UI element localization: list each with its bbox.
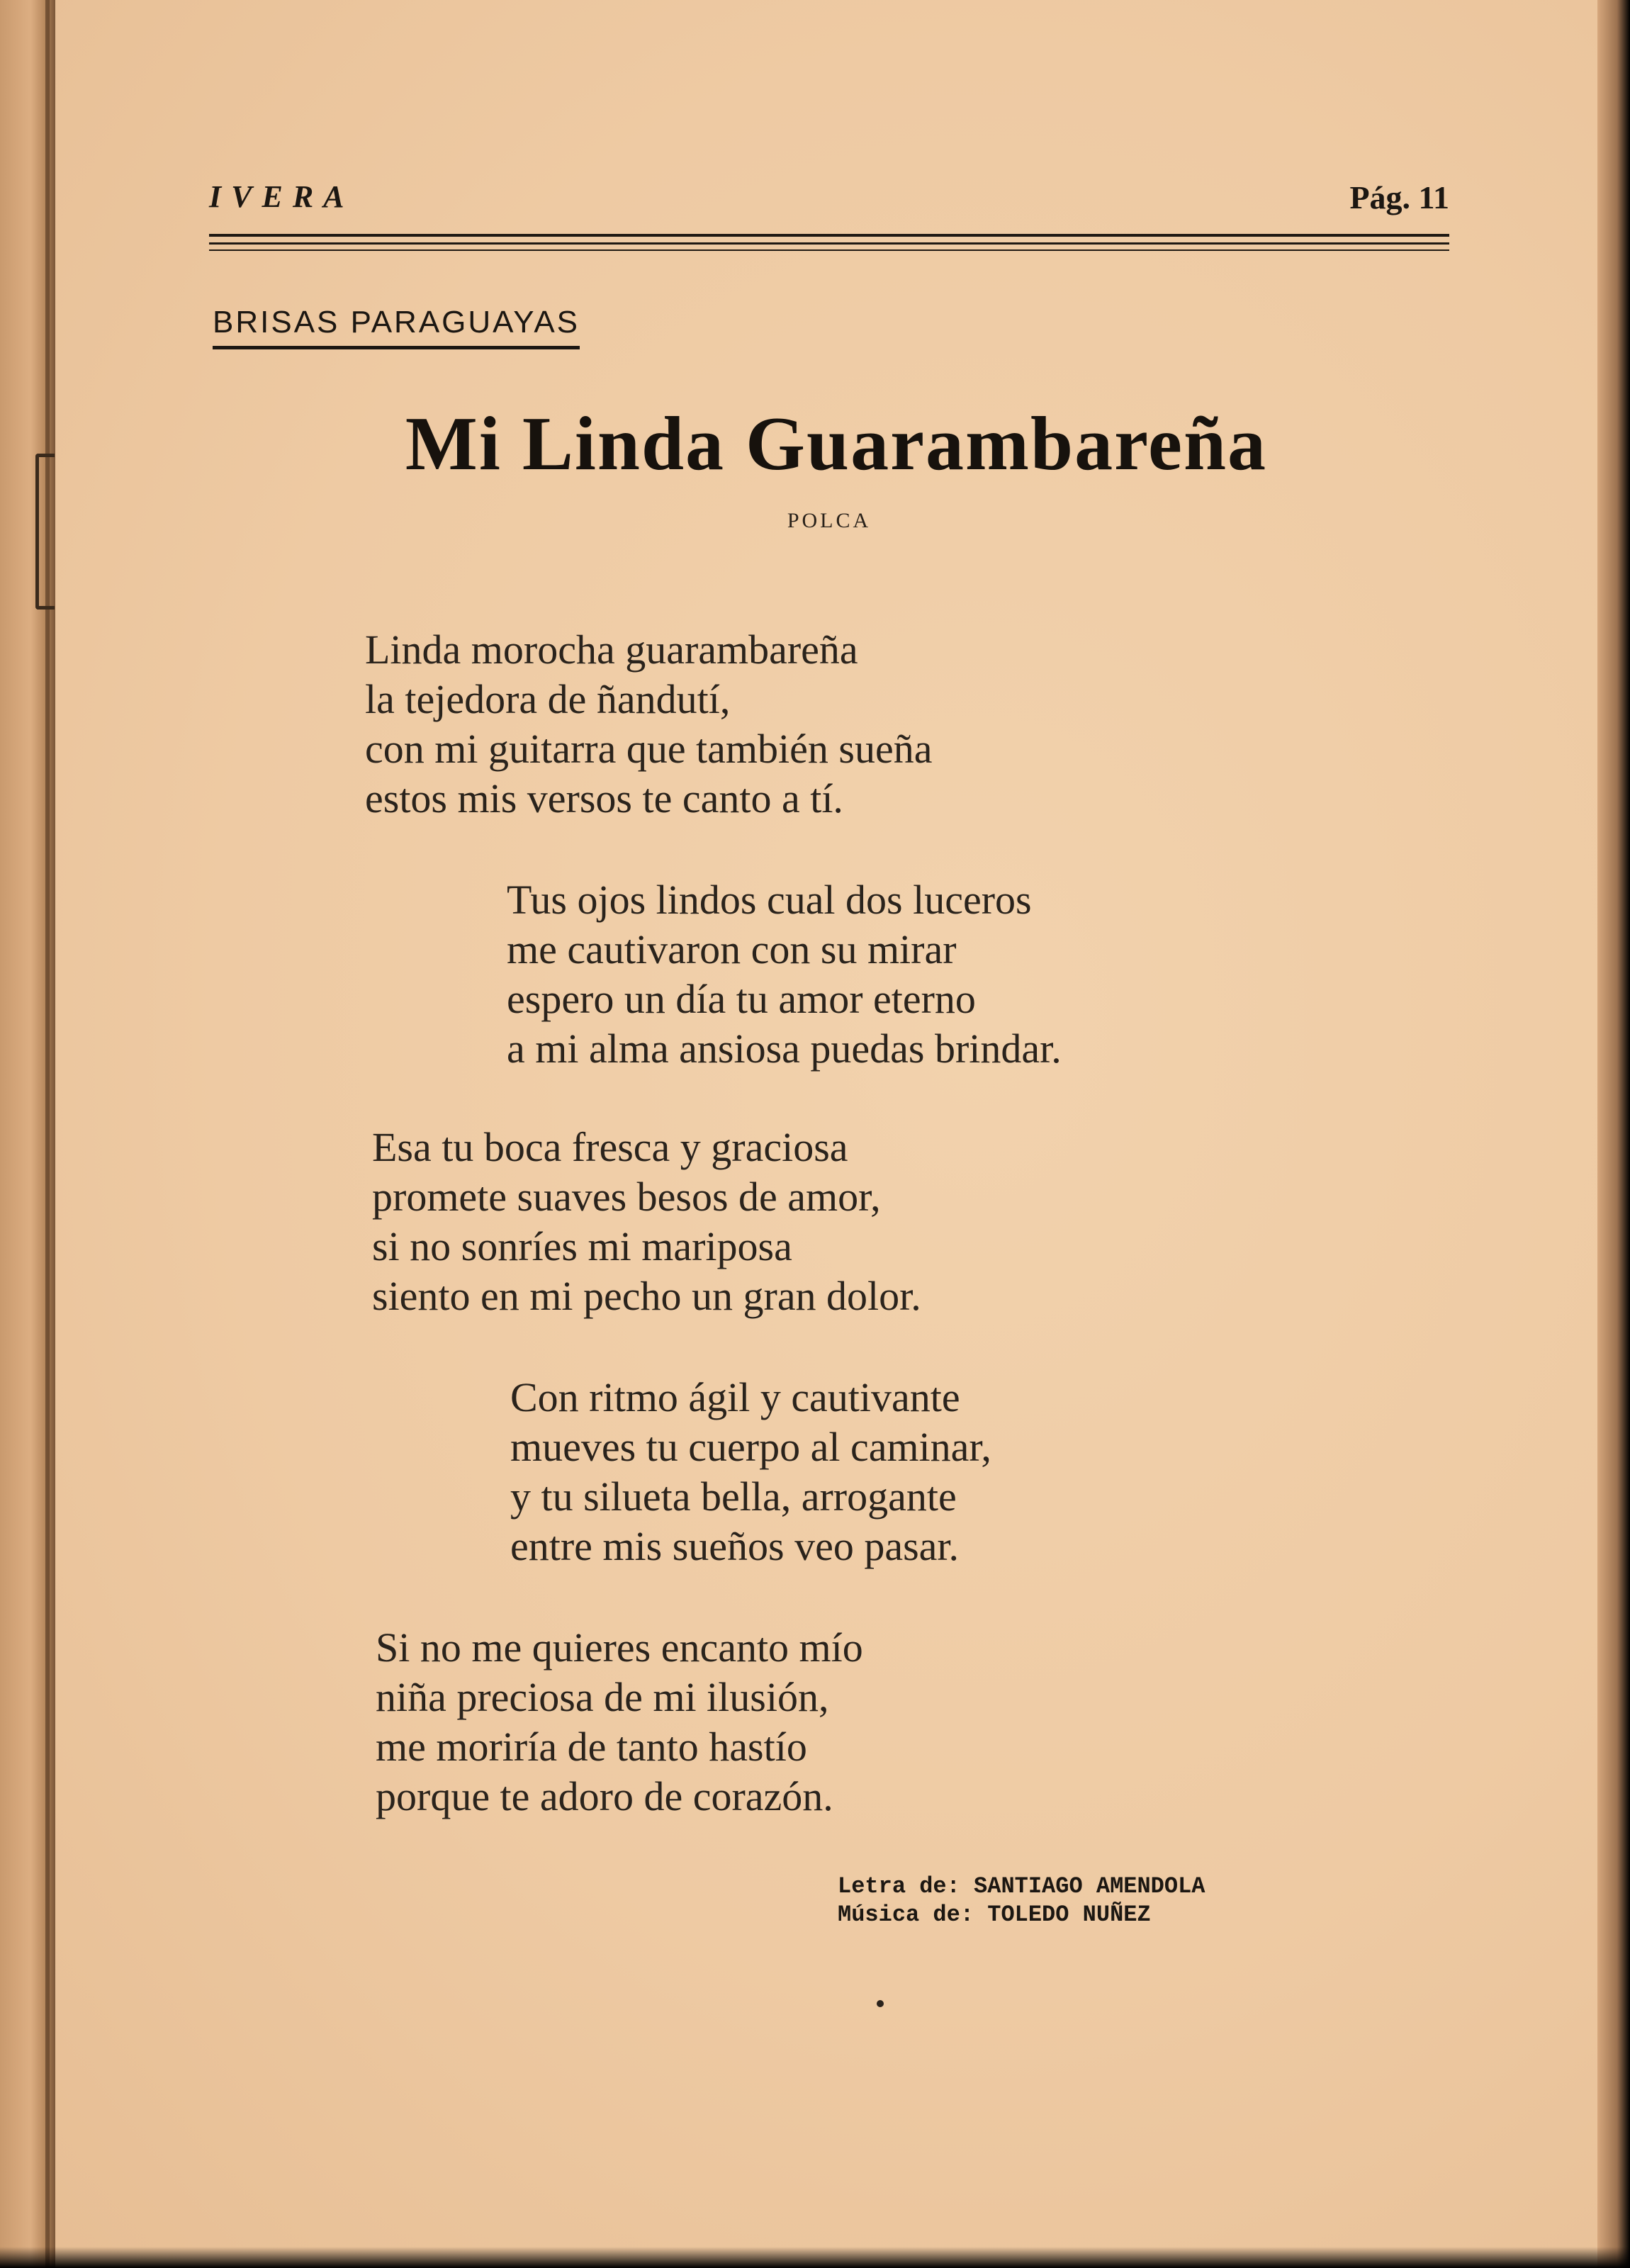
verse-line: Esa tu boca fresca y graciosa (372, 1124, 848, 1170)
running-title: IVERA (209, 179, 354, 214)
music-credit (838, 1901, 1205, 1929)
binding-fold (45, 0, 50, 2268)
song-title: Mi Linda Guarambareña (405, 402, 1268, 486)
lyrics-label: Letra de: (838, 1873, 960, 1899)
verse-line: estos mis versos te canto a tí. (365, 775, 843, 821)
page-edge-right (1597, 0, 1630, 2268)
verse-line: si no sonríes mi mariposa (372, 1223, 792, 1269)
stanza (507, 875, 1062, 1074)
verse-line: y tu silueta bella, arrogante (510, 1473, 957, 1520)
header-rule (209, 234, 1449, 237)
verse-line: Si no me quieres encanto mío (376, 1624, 863, 1671)
page-number: Pág. 11 (1349, 179, 1449, 215)
running-header (209, 179, 1449, 228)
ornament-dot-icon (877, 2000, 884, 2007)
lyrics-author: SANTIAGO AMENDOLA (974, 1873, 1205, 1899)
verse-line: espero un día tu amor eterno (507, 976, 976, 1022)
verse-line: con mi guitarra que también sueña (365, 726, 933, 772)
verse-line: Tus ojos lindos cual dos luceros (507, 877, 1032, 923)
stanza (376, 1623, 863, 1821)
verse-line: siento en mi pecho un gran dolor. (372, 1273, 921, 1319)
stanza (365, 625, 932, 824)
credits (838, 1873, 1205, 1929)
header-rule (209, 242, 1449, 245)
music-label: Música de: (838, 1902, 974, 1928)
verse-line: me moriría de tanto hastío (376, 1724, 807, 1770)
header-rule (209, 249, 1449, 251)
verse-line: mueves tu cuerpo al caminar, (510, 1424, 991, 1470)
verse-line: porque te adoro de corazón. (376, 1773, 833, 1819)
verse-line: la tejedora de ñandutí, (365, 676, 731, 722)
verse-line: entre mis sueños veo pasar. (510, 1523, 960, 1569)
stanza (510, 1373, 991, 1571)
verse-line: Linda morocha guarambareña (365, 627, 858, 673)
section-heading: BRISAS PARAGUAYAS (213, 305, 580, 349)
page-edge-bottom (0, 2247, 1630, 2268)
music-author: TOLEDO NUÑEZ (987, 1902, 1151, 1928)
lyrics-credit (838, 1873, 1205, 1901)
verse-line: Con ritmo ágil y cautivante (510, 1374, 960, 1420)
verse-line: promete suaves besos de amor, (372, 1174, 881, 1220)
verse-line: niña preciosa de mi ilusión, (376, 1674, 829, 1720)
verse-line: me cautivaron con su mirar (507, 926, 957, 972)
verse-line: a mi alma ansiosa puedas brindar. (507, 1026, 1062, 1072)
stanza (372, 1123, 921, 1321)
song-genre: POLCA (787, 509, 872, 532)
